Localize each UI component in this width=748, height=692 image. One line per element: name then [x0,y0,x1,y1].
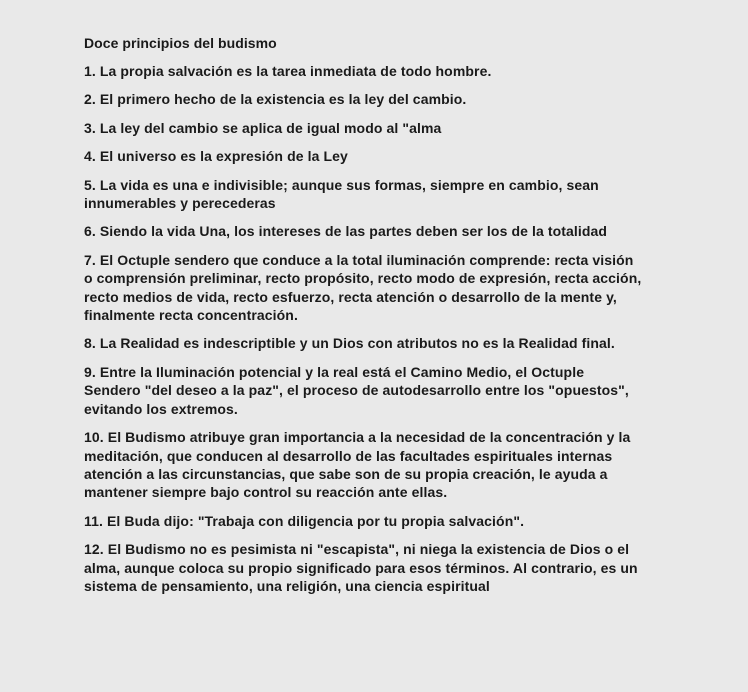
principle-9: 9. Entre la Iluminación potencial y la real está el Camino Medio, el Octuple Sendero "del deseo a la paz", el proceso de autodesarrollo entre los "opuestos", evitando los extremos. [84,363,629,417]
principle-10: 10. El Budismo atribuye gran importancia a la necesidad de la concentración y la meditación, que conducen al desarrollo de las facultades espirituales internas atención a las circunstancias, que sabe son de su propia creación, le ayuda a mantener siempre bajo control su reacción ante ellas. [84,429,631,501]
document-title: Doce principios del budismo [84,35,277,51]
principle-12: 12. El Budismo no es pesimista ni "escapista", ni niega la existencia de Dios o el alma, aunque coloca su propio significado para esos términos. Al contrario, es un sistema de pensamiento, una religión, una ciencia espiritual [84,541,638,594]
principle-4: 4. El universo es la expresión de la Ley [84,148,348,165]
principle-3: 3. La ley del cambio se aplica de igual modo al "alma [84,119,442,136]
principle-6: 6. Siendo la vida Una, los intereses de las partes deben ser los de la totalidad [84,223,608,240]
principle-8: 8. La Realidad es indescriptible y un Dios con atributos no es la Realidad final. [84,335,615,352]
principles-list [84,62,644,595]
principle-2: 2. El primero hecho de la existencia es la ley del cambio. [84,91,467,108]
document-body [84,34,644,610]
principle-11: 11. El Buda dijo: "Trabaja con diligencia por tu propia salvación". [84,512,525,529]
principle-5: 5. La vida es una e indivisible; aunque sus formas, siempre en cambio, sean innumerables y perecederas [84,176,599,212]
principle-1: 1. La propia salvación es la tarea inmediata de todo hombre. [84,63,492,79]
principle-7: 7. El Octuple sendero que conduce a la total iluminación comprende: recta visión o comprensión preliminar, recto propósito, recto modo de expresión, recta acción, recto medios de vida, recto esfuerzo, recta atención o desarrollo de la mente y, finalmente recta concentración. [84,251,642,324]
